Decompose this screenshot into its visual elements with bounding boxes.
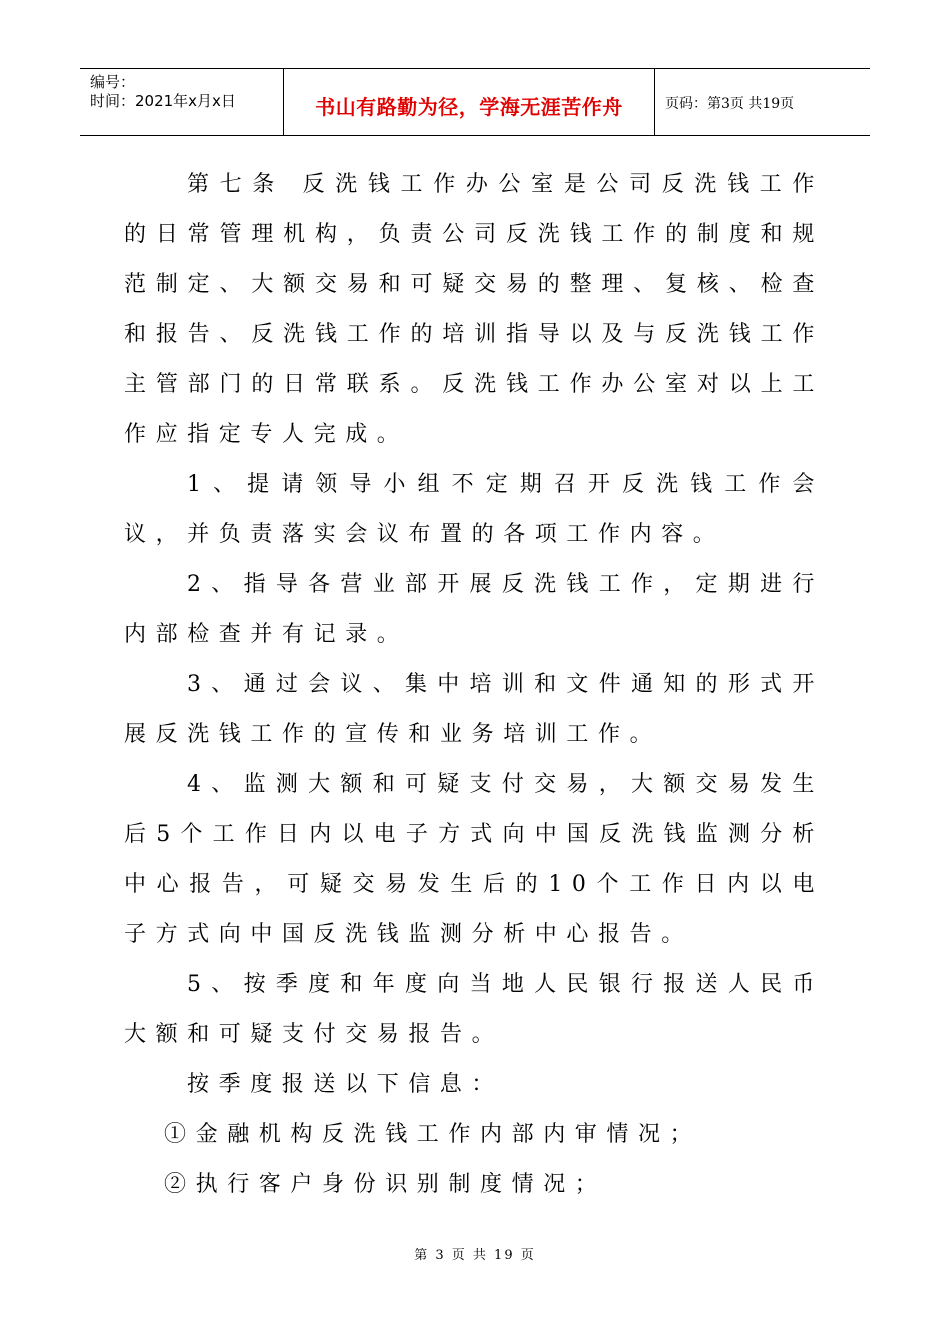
document-number-label: 编号： bbox=[90, 73, 136, 91]
duty-item-3: 3、通过会议、集中培训和文件通知的形式开展反洗钱工作的宣传和业务培训工作。 bbox=[124, 672, 824, 747]
article-paragraph: 第七条 反洗钱工作办公室是公司反洗钱工作的日常管理机构，负责公司反洗钱工作的制度和规范制定、大额交易和可疑交易的整理、复核、检查和报告、反洗钱工作的培训指导以及与反洗钱工作主管部门的日常联系。反洗钱工作办公室对以上工作应指定专人完成。 bbox=[124, 172, 824, 447]
header-motto-cell bbox=[283, 69, 655, 135]
header-page-code: 页码：第3页 共19页 bbox=[665, 96, 795, 112]
duty-item-5: 5、按季度和年度向当地人民银行报送人民币大额和可疑支付交易报告。 bbox=[124, 972, 824, 1047]
header-meta bbox=[80, 69, 283, 135]
page-header bbox=[80, 68, 870, 136]
header-motto: 书山有路勤为径，学海无涯苦作舟 bbox=[315, 94, 623, 119]
document-date: 时间：2021年x月x日 bbox=[90, 92, 236, 110]
document-body bbox=[124, 160, 824, 1210]
duty-item-1: 1、提请领导小组不定期召开反洗钱工作会议，并负责落实会议布置的各项工作内容。 bbox=[124, 472, 824, 547]
quarterly-report-intro: 按季度报送以下信息： bbox=[187, 1072, 504, 1097]
quarterly-report-item: ②执行客户身份识别制度情况； bbox=[164, 1172, 607, 1197]
duty-item-4: 4、监测大额和可疑支付交易，大额交易发生后5个工作日内以电子方式向中国反洗钱监测分析中心报告，可疑交易发生后的10个工作日内以电子方式向中国反洗钱监测分析中心报告。 bbox=[124, 772, 824, 947]
duty-item-2: 2、指导各营业部开展反洗钱工作，定期进行内部检查并有记录。 bbox=[124, 572, 824, 647]
quarterly-report-item: ①金融机构反洗钱工作内部内审情况； bbox=[164, 1122, 702, 1147]
page-footer: 第 3 页 共 19 页 bbox=[414, 1248, 536, 1263]
